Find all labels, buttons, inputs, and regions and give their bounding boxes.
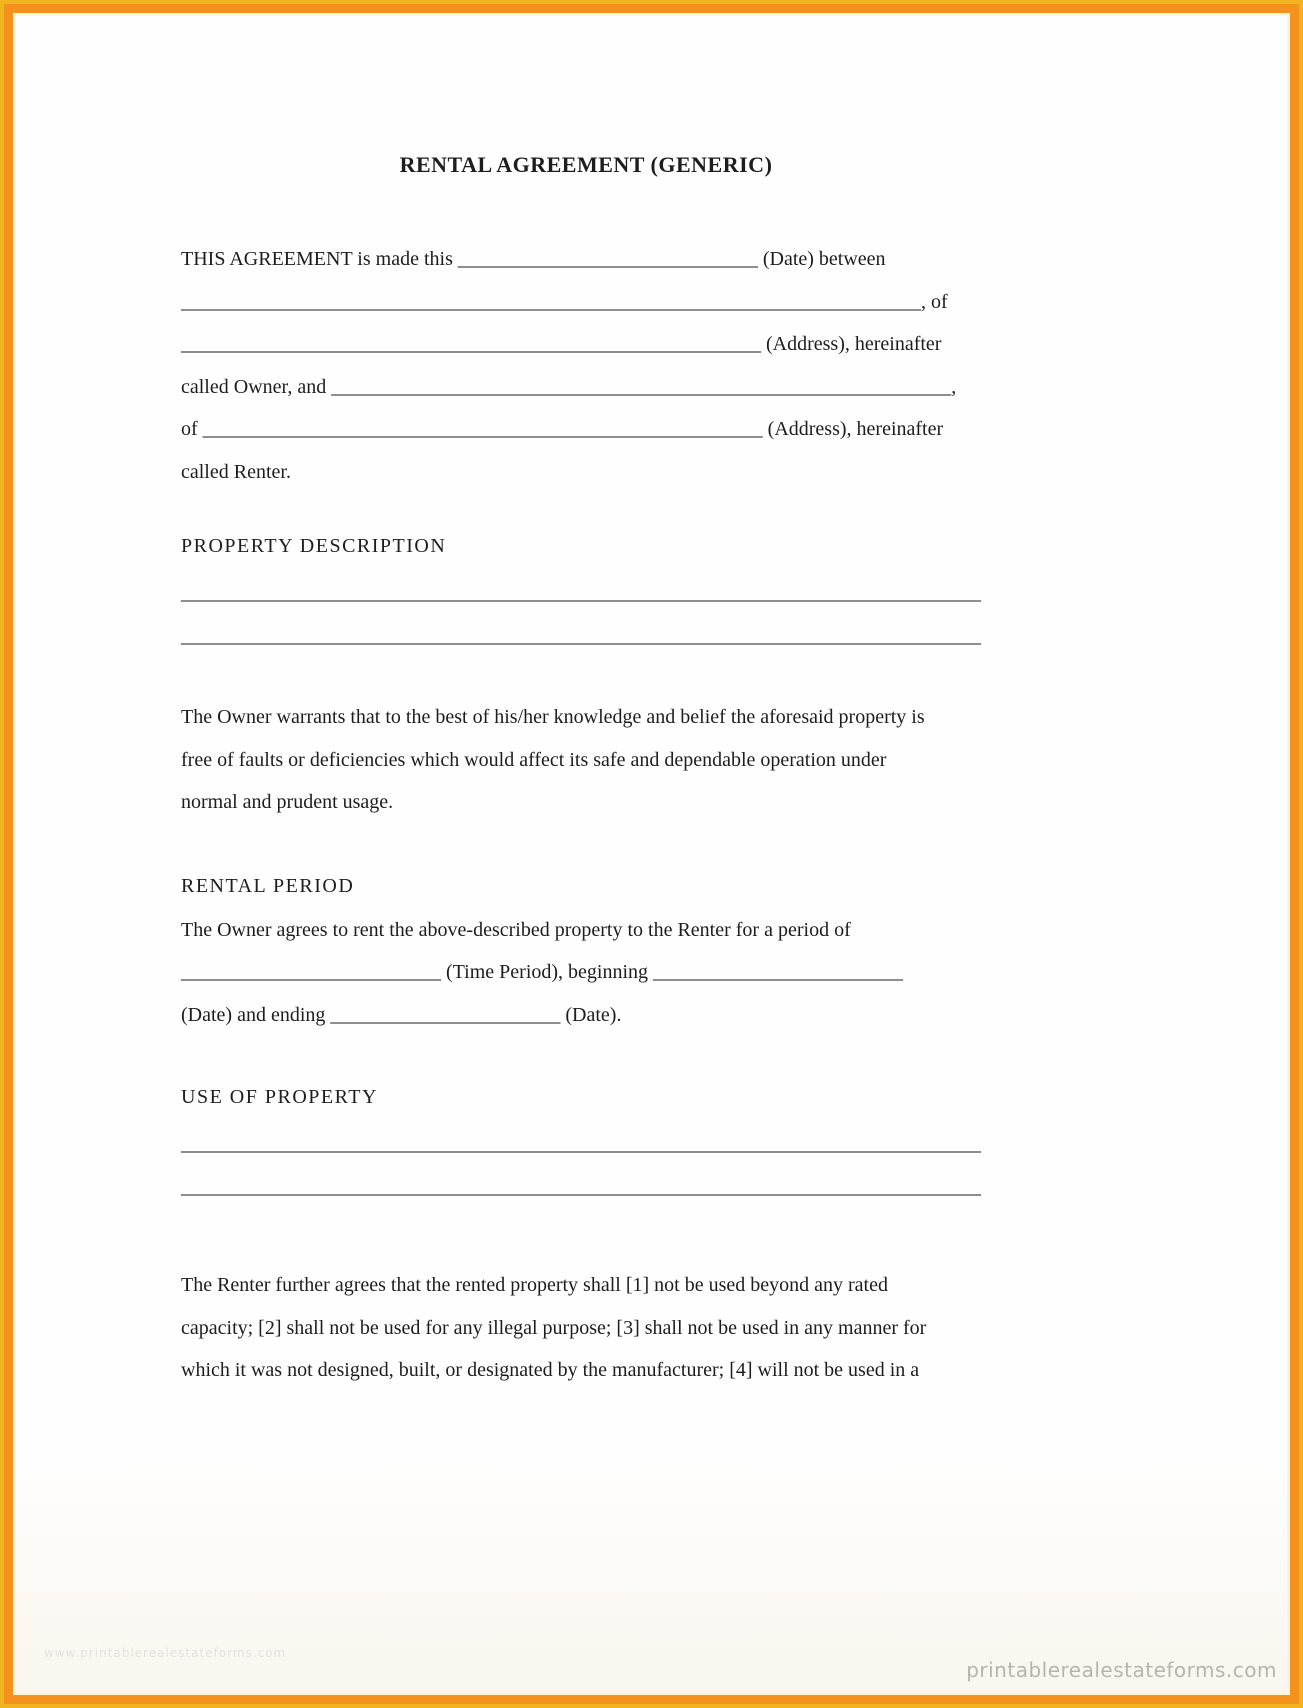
use-of-property-blanks [181, 1123, 991, 1209]
intro-line-4: called Owner, and ______________________________________________________________, [181, 375, 957, 398]
warranty-line-1: The Owner warrants that to the best of his/her knowledge and belief the aforesaid property is [181, 706, 925, 728]
renter-line-3: which it was not designed, built, or designated by the manufacturer; [4] will not be used in a [181, 1359, 920, 1381]
property-description-heading: PROPERTY DESCRIPTION [181, 535, 447, 557]
rental-period-heading: RENTAL PERIOD [181, 874, 355, 897]
fill-in-line: ________________________________________________________________________________ [181, 1176, 981, 1198]
renter-line-1: The Renter further agrees that the rented property shall [1] not be used beyond any rated [181, 1274, 888, 1296]
owner-warranty-paragraph [181, 696, 991, 824]
rental-line-1: The Owner agrees to rent the above-described property to the Renter for a period of [181, 918, 851, 941]
intro-line-6: called Renter. [181, 460, 291, 483]
property-description-blanks [181, 572, 991, 658]
footer-site-url: printablerealestateforms.com [966, 1658, 1277, 1682]
rental-line-2: __________________________ (Time Period), beginning _________________________ [181, 961, 904, 983]
rental-period-paragraph [181, 909, 991, 1037]
use-of-property-heading: USE OF PROPERTY [181, 1086, 378, 1108]
renter-line-2: capacity; [2] shall not be used for any illegal purpose; [3] shall not be used in any manner for [181, 1316, 927, 1339]
fill-in-line: ________________________________________________________________________________ [181, 625, 981, 647]
rental-line-3: (Date) and ending _______________________ (Date). [181, 1003, 622, 1026]
renter-agreement-paragraph [181, 1264, 991, 1392]
watermark-url: www.printablerealestateforms.com [44, 1646, 287, 1660]
warranty-line-2: free of faults or deficiencies which would affect its safe and dependable operation under [181, 748, 887, 771]
intro-line-2: __________________________________________________________________________, of [181, 290, 948, 313]
intro-line-5: of ________________________________________________________ (Address), hereinafter [181, 418, 944, 440]
intro-paragraph [181, 238, 991, 493]
fill-in-line: ________________________________________________________________________________ [181, 582, 981, 604]
intro-line-3: __________________________________________________________ (Address), hereinafter [181, 333, 942, 355]
document-title: RENTAL AGREEMENT (GENERIC) [399, 152, 773, 177]
intro-line-1: THIS AGREEMENT is made this ______________________________ (Date) between [181, 248, 886, 270]
fill-in-line: ________________________________________________________________________________ [181, 1133, 981, 1155]
document-page [13, 13, 1290, 1695]
warranty-line-3: normal and prudent usage. [181, 791, 394, 813]
document-content [181, 16, 991, 1392]
